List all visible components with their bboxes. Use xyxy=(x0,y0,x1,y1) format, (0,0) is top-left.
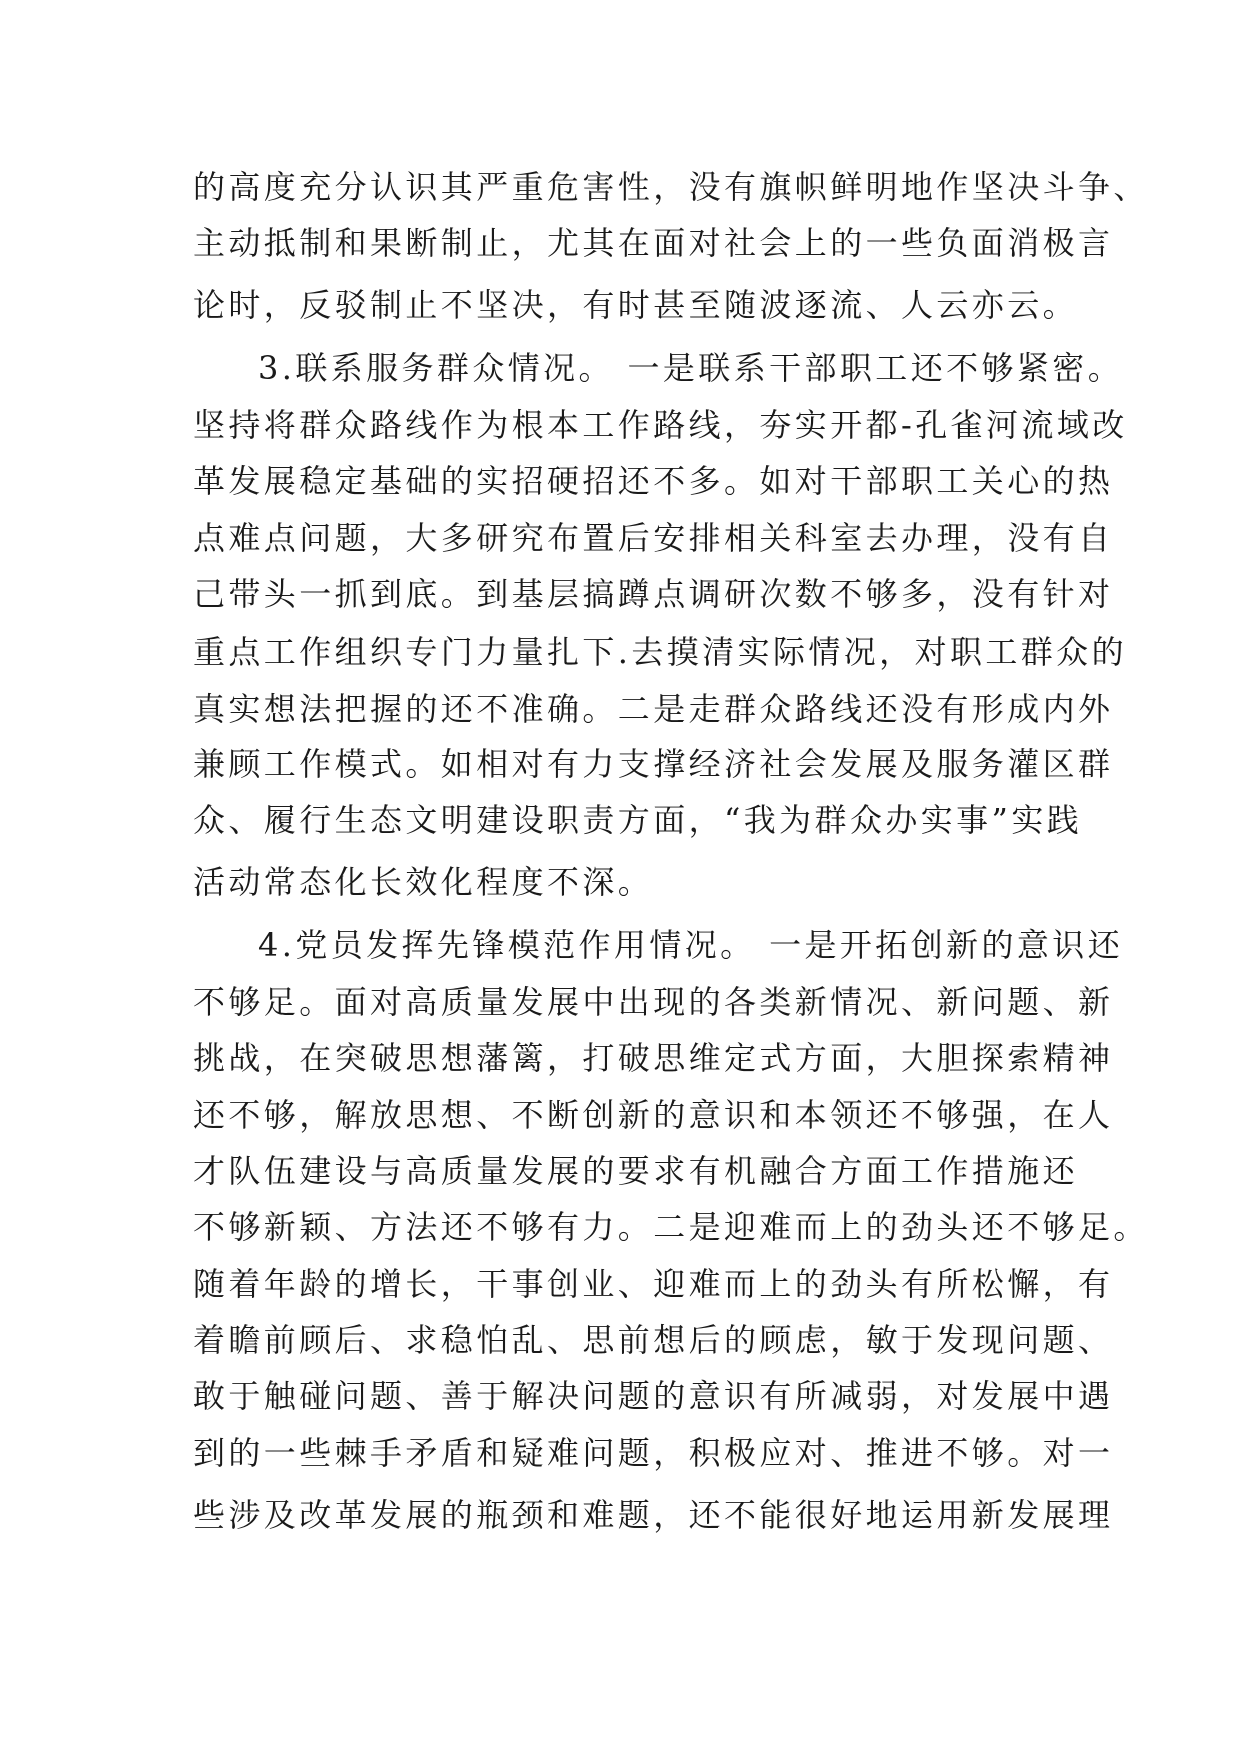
body-line-1: 的高度充分认识其严重危害性，没有旗帜鲜明地作坚决斗争、 xyxy=(193,168,1149,206)
section-heading-3: 3.联系服务群众情况。 一是联系干部职工还不够紧密。 xyxy=(258,349,1124,387)
body-line-6: 革发展稳定基础的实招硬招还不多。如对干部职工关心的热 xyxy=(193,462,1114,500)
body-line-21: 着瞻前顾后、求稳怕乱、思前想后的顾虑，敏于发现问题、 xyxy=(193,1321,1114,1359)
body-line-12: 众、履行生态文明建设职责方面，“我为群众办实事”实践 xyxy=(193,801,1083,839)
body-line-13: 活动常态化长效化程度不深。 xyxy=(193,863,654,901)
body-line-20: 随着年龄的增长，干事创业、迎难而上的劲头有所松懈，有 xyxy=(193,1265,1114,1303)
body-line-7: 点难点问题，大多研究布置后安排相关科室去办理，没有自 xyxy=(193,519,1114,557)
body-line-2: 主动抵制和果断制止，尤其在面对社会上的一些负面消极言 xyxy=(193,224,1114,262)
body-line-18: 才队伍建设与高质量发展的要求有机融合方面工作措施还 xyxy=(193,1152,1079,1190)
body-line-5: 坚持将群众路线作为根本工作路线，夯实开都-孔雀河流域改 xyxy=(193,406,1128,444)
body-line-19: 不够新颖、方法还不够有力。二是迎难而上的劲头还不够足。 xyxy=(193,1208,1149,1246)
body-line-17: 还不够，解放思想、不断创新的意识和本领还不够强，在人 xyxy=(193,1096,1114,1134)
body-line-3: 论时，反驳制止不坚决，有时甚至随波逐流、人云亦云。 xyxy=(193,286,1079,324)
body-line-22: 敢于触碰问题、善于解决问题的意识有所减弱，对发展中遇 xyxy=(193,1377,1114,1415)
body-line-11: 兼顾工作模式。如相对有力支撑经济社会发展及服务灌区群 xyxy=(193,745,1114,783)
body-line-9: 重点工作组织专门力量扎下.去摸清实际情况，对职工群众的 xyxy=(193,633,1127,671)
body-line-8: 己带头一抓到底。到基层搞蹲点调研次数不够多，没有针对 xyxy=(193,575,1114,613)
body-line-23: 到的一些棘手矛盾和疑难问题，积极应对、推进不够。对一 xyxy=(193,1434,1114,1472)
body-line-16: 挑战，在突破思想藩篱，打破思维定式方面，大胆探索精神 xyxy=(193,1039,1114,1077)
body-line-10: 真实想法把握的还不准确。二是走群众路线还没有形成内外 xyxy=(193,690,1114,728)
section-heading-4: 4.党员发挥先锋模范作用情况。 一是开拓创新的意识还 xyxy=(258,926,1124,964)
body-line-24: 些涉及改革发展的瓶颈和难题，还不能很好地运用新发展理 xyxy=(193,1496,1114,1534)
body-line-15: 不够足。面对高质量发展中出现的各类新情况、新问题、新 xyxy=(193,983,1114,1021)
